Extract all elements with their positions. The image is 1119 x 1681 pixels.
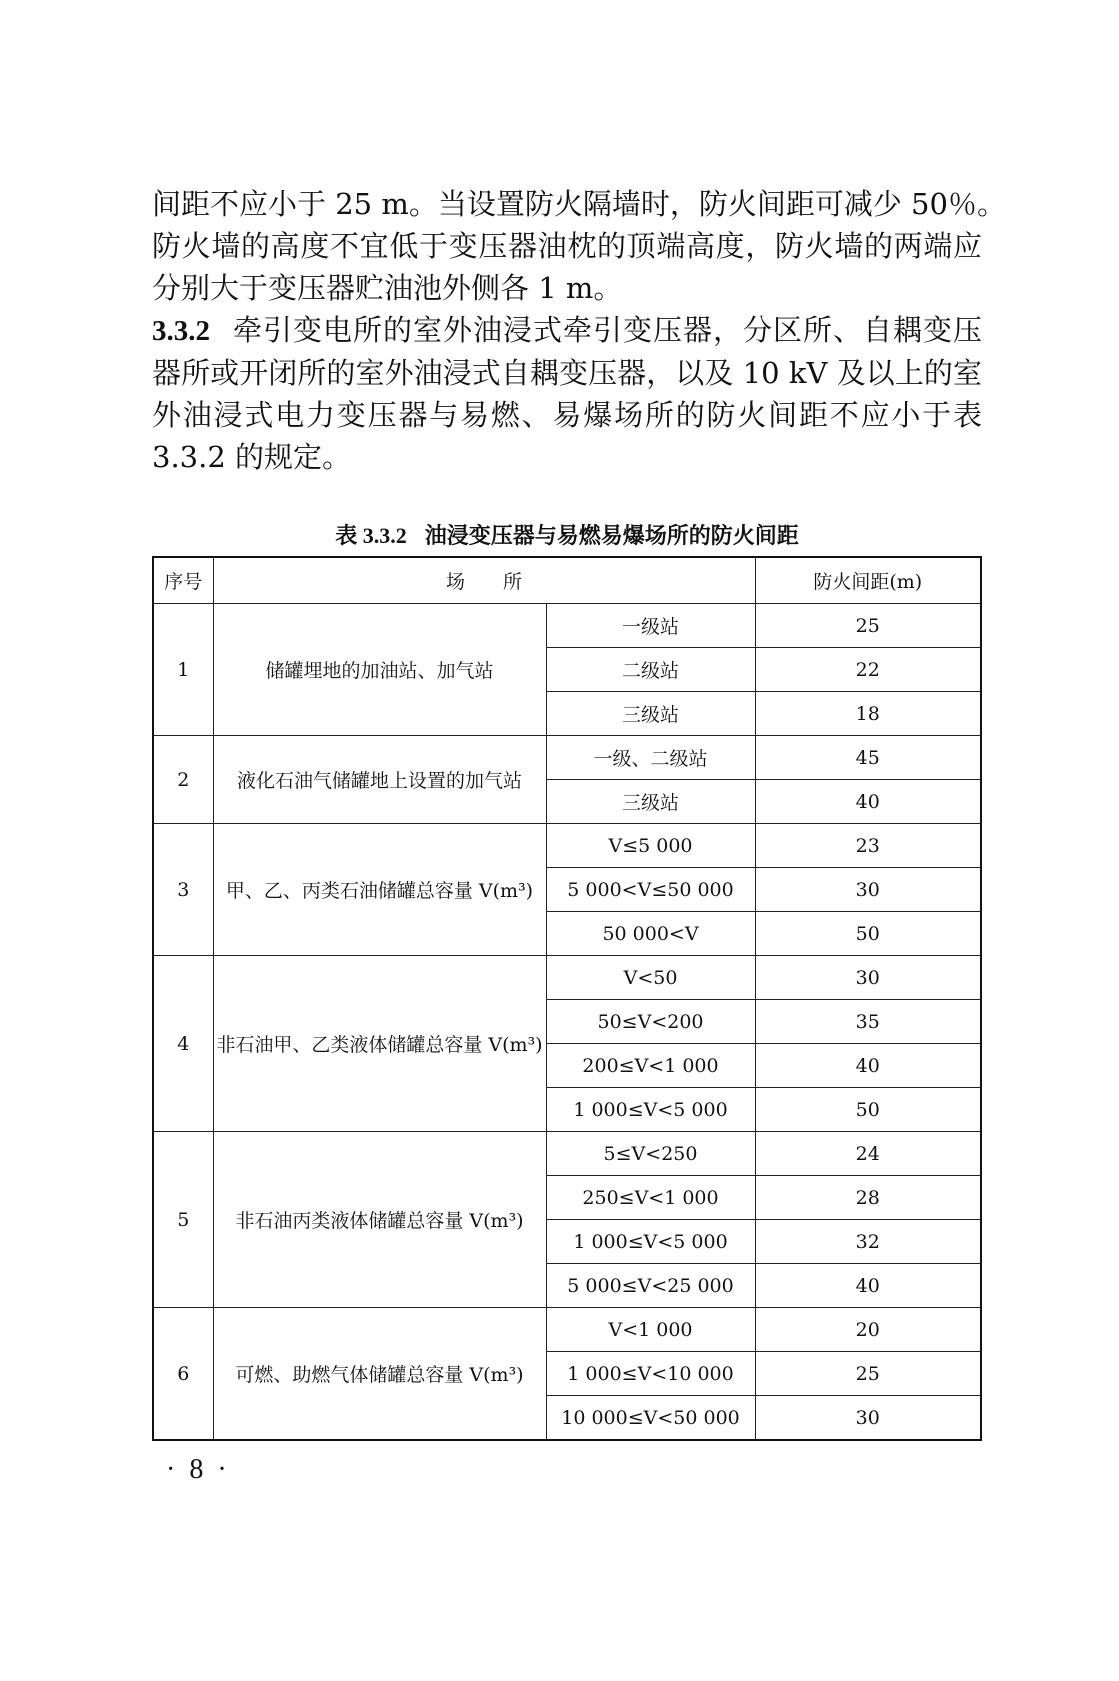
clause-3-3-2 [152, 309, 982, 478]
table-row [153, 1308, 981, 1352]
table-body [153, 604, 981, 1441]
place-name: 可燃、助燃气体储罐总容量 V(m³) [213, 1308, 546, 1441]
condition: 三级站 [546, 692, 755, 736]
header-place: 场 所 [213, 557, 755, 604]
row-number: 3 [153, 824, 213, 956]
fire-distance: 50 [755, 912, 981, 956]
fire-distance: 24 [755, 1132, 981, 1176]
table-caption [152, 519, 982, 550]
row-number: 2 [153, 736, 213, 824]
table-row [153, 1132, 981, 1176]
place-name: 非石油甲、乙类液体储罐总容量 V(m³) [213, 956, 546, 1132]
condition: 250≤V<1 000 [546, 1176, 755, 1220]
table-header-row [153, 557, 981, 604]
place-name: 甲、乙、丙类石油储罐总容量 V(m³) [213, 824, 546, 956]
fire-distance: 30 [755, 868, 981, 912]
text-line: 外油浸式电力变压器与易燃、易爆场所的防火间距不应小于表 [152, 398, 982, 432]
table-row [153, 604, 981, 648]
condition: 50 000<V [546, 912, 755, 956]
fire-distance: 20 [755, 1308, 981, 1352]
condition: V<50 [546, 956, 755, 1000]
place-name: 非石油丙类液体储罐总容量 V(m³) [213, 1132, 546, 1308]
condition: 1 000≤V<5 000 [546, 1088, 755, 1132]
fire-distance: 22 [755, 648, 981, 692]
condition: V≤5 000 [546, 824, 755, 868]
fire-distance: 45 [755, 736, 981, 780]
condition: 一级、二级站 [546, 736, 755, 780]
condition: 50≤V<200 [546, 1000, 755, 1044]
text-line: 3.3.2 的规定。 [152, 440, 352, 474]
text-line: 器所或开闭所的室外油浸式自耦变压器，以及 10 kV 及以上的室 [152, 356, 982, 390]
condition: 10 000≤V<50 000 [546, 1396, 755, 1441]
header-distance: 防火间距(m) [755, 557, 981, 604]
fire-distance: 25 [755, 1352, 981, 1396]
text-line: 防火墙的高度不宜低于变压器油枕的顶端高度，防火墙的两端应 [152, 229, 982, 263]
paragraph-continued [152, 183, 1006, 309]
table-number: 表 3.3.2 [335, 523, 407, 548]
condition: 三级站 [546, 780, 755, 824]
fire-distance: 25 [755, 604, 981, 648]
condition: 5≤V<250 [546, 1132, 755, 1176]
fire-distance: 35 [755, 1000, 981, 1044]
condition: 5 000≤V<25 000 [546, 1264, 755, 1308]
fire-distance: 40 [755, 780, 981, 824]
table-row [153, 736, 981, 780]
place-name: 液化石油气储罐地上设置的加气站 [213, 736, 546, 824]
clause-number: 3.3.2 [152, 315, 210, 347]
row-number: 5 [153, 1132, 213, 1308]
page-number: ·8· [166, 1454, 241, 1485]
fire-distance: 18 [755, 692, 981, 736]
condition: V<1 000 [546, 1308, 755, 1352]
fire-distance: 32 [755, 1220, 981, 1264]
text-line: 分别大于变压器贮油池外侧各 1 m。 [152, 271, 623, 305]
table-title: 油浸变压器与易燃易爆场所的防火间距 [424, 524, 799, 549]
text-line: 间距不应小于 25 m。当设置防火隔墙时，防火间距可减少 50％。 [152, 187, 1006, 221]
condition: 1 000≤V<10 000 [546, 1352, 755, 1396]
table-row [153, 824, 981, 868]
fire-distance: 50 [755, 1088, 981, 1132]
fire-distance: 28 [755, 1176, 981, 1220]
header-no: 序号 [153, 557, 213, 604]
condition: 200≤V<1 000 [546, 1044, 755, 1088]
row-number: 6 [153, 1308, 213, 1441]
condition: 5 000<V≤50 000 [546, 868, 755, 912]
row-number: 4 [153, 956, 213, 1132]
text-line: 牵引变电所的室外油浸式牵引变压器，分区所、自耦变压 [232, 313, 982, 347]
condition: 二级站 [546, 648, 755, 692]
fire-distance-table [152, 556, 982, 1441]
condition: 一级站 [546, 604, 755, 648]
fire-distance: 40 [755, 1264, 981, 1308]
table-row [153, 956, 981, 1000]
row-number: 1 [153, 604, 213, 736]
fire-distance: 30 [755, 1396, 981, 1441]
condition: 1 000≤V<5 000 [546, 1220, 755, 1264]
place-name: 储罐埋地的加油站、加气站 [213, 604, 546, 736]
fire-distance: 30 [755, 956, 981, 1000]
fire-distance: 23 [755, 824, 981, 868]
fire-distance: 40 [755, 1044, 981, 1088]
